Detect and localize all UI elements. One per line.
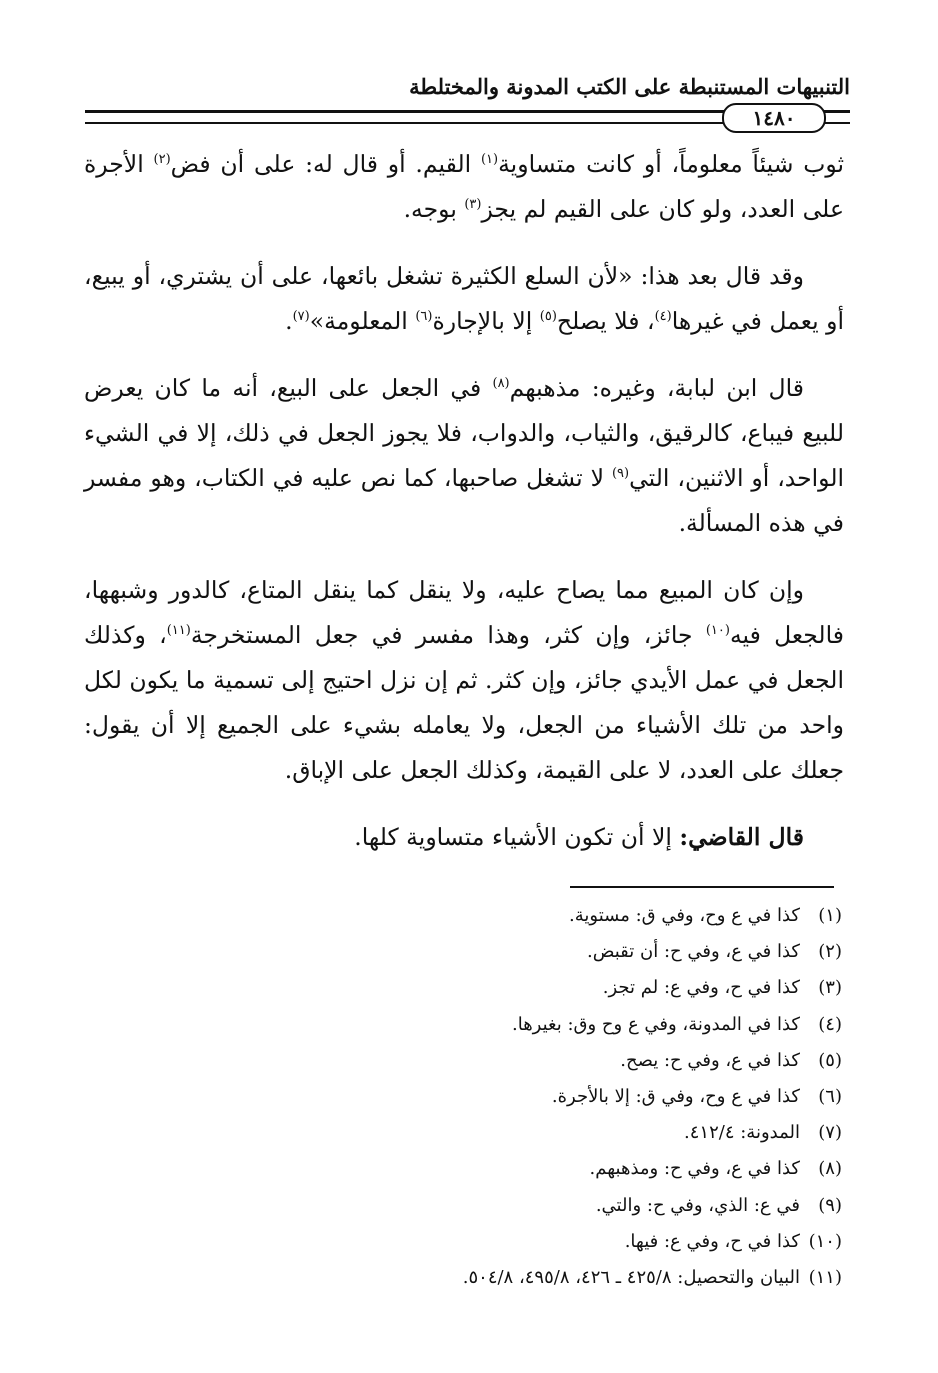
text-run: لا تشغل صاحبها، كما نص عليه في الكتاب، وهو مفسر في هذه المسألة.	[84, 464, 844, 537]
footnote-marker: (٤)	[654, 309, 672, 325]
text-run: وإن كان المبيع مما يصاح عليه، ولا ينقل كما ينقل المتاع، كالدور وشبهها، فالجعل فيه	[84, 576, 844, 649]
footnote-item	[102, 1260, 842, 1296]
footnote-item	[102, 1079, 842, 1115]
main-text	[84, 142, 844, 882]
footnote-item	[102, 1188, 842, 1224]
text-run: ، فلا يصلح	[556, 307, 655, 335]
footnote-item	[102, 970, 842, 1006]
footnote-marker: (١)	[480, 152, 499, 168]
footnote-text: كذا في ح، وفي ع: لم تجز.	[602, 977, 800, 999]
footnote-text: كذا في المدونة، وفي ع وح وق: بغيرها.	[511, 1013, 800, 1035]
footnote-marker: (٧)	[292, 309, 310, 325]
text-run: القيم. أو قال له: على أن فض	[170, 150, 481, 178]
footnote-item	[102, 1115, 842, 1151]
footnote-text: كذا في ع وح، وفي ق: مستوية.	[569, 905, 800, 926]
footnote-rule	[570, 886, 834, 888]
footnote-text: البيان والتحصيل: ٤٢٥/٨ ـ ٤٢٦، ٤٩٥/٨، ٥٠٤/٨.	[462, 1267, 800, 1289]
footnote-item	[102, 934, 842, 970]
footnote-text: المدونة: ٤١٢/٤.	[684, 1122, 800, 1144]
text-run: بوجه.	[403, 195, 465, 223]
text-run: .	[285, 307, 293, 335]
footnote-text: كذا في ع، وفي ح: ومذهبهم.	[589, 1158, 800, 1180]
footnote-number: (٥)	[818, 1049, 842, 1071]
footnote-number: (٧)	[818, 1122, 842, 1144]
footnote-number: (٦)	[818, 1086, 842, 1108]
footnote-marker: (١٠)	[705, 623, 730, 639]
footnote-number: (٤)	[818, 1013, 842, 1035]
text-run: ثوب شيئاً معلوماً، أو كانت متساوية	[498, 150, 844, 178]
text-run: في الجعل على البيع، أنه ما كان يعرض للبيع فيباع، كالرقيق، والثياب، والدواب، فلا يجوز الجعل في ذلك، إلا في الشيء الواحد، أو الاثنين، التي	[84, 374, 845, 492]
footnote-text: كذا في ح، وفي ع: فيها.	[624, 1230, 800, 1252]
paragraph-5-text: إلا أن تكون الأشياء متساوية كلها.	[354, 823, 680, 851]
footnote-text: كذا في ع، وفي ح: أن تقبض.	[586, 941, 800, 963]
footnote-item	[102, 1043, 842, 1079]
footnote-number: (١١)	[808, 1267, 842, 1289]
footnote-text: كذا في ع وح، وفي ق: إلا بالأجرة.	[551, 1086, 800, 1108]
footnote-item	[102, 1224, 842, 1260]
footnote-number: (١)	[818, 905, 842, 926]
footnote-marker: (٦)	[415, 309, 433, 325]
footnotes-list	[102, 898, 842, 1296]
paragraph-3	[84, 366, 844, 546]
footnote-number: (٨)	[818, 1158, 842, 1180]
footnote-marker: (٩)	[611, 466, 630, 482]
running-title: التنبيهات المستنبطة على الكتب المدونة والمختلطة	[409, 74, 850, 99]
footnote-marker: (٨)	[492, 376, 510, 392]
text-run: المعلومة»	[309, 307, 416, 335]
paragraph-1	[84, 142, 844, 232]
text-run: إلا بالإجارة	[432, 307, 540, 335]
paragraph-4	[84, 568, 844, 793]
footnote-number: (١٠)	[808, 1230, 842, 1252]
paragraph-5	[84, 815, 844, 860]
footnote-number: (٢)	[818, 941, 842, 963]
text-run: ، وكذلك الجعل في عمل الأيدي جائز، وإن كثر. ثم إن نزل احتيج إلى تسمية ما يكون لكل واحد من تلك الأشياء من الجعل، ولا يعامله بشيء على الجميع إلا أن يقول: جعلك على العدد، لا على القيمة، وكذلك الجعل على الإباق.	[84, 621, 844, 784]
footnote-marker: (١١)	[166, 623, 191, 639]
text-run: جائز، وإن كثر، وهذا مفسر في جعل المستخرجة	[190, 621, 706, 649]
footnote-item	[102, 898, 842, 934]
text-run: وقد قال بعد هذا: «لأن السلع الكثيرة تشغل بائعها، على أن يشتري، أو يبيع، أو يعمل في غيرها	[84, 262, 844, 335]
text-run: قال ابن لبابة، وغيره: مذهبهم	[509, 374, 805, 402]
footnote-item	[102, 1151, 842, 1187]
footnote-text: في ع: الذي، وفي ح: والتي.	[595, 1194, 800, 1216]
page-number: ١٤٨٠	[722, 103, 826, 133]
paragraph-2	[84, 254, 844, 344]
footnote-marker: (٣)	[464, 197, 482, 213]
footnote-marker: (٥)	[539, 309, 557, 325]
footnote-number: (٩)	[818, 1194, 842, 1216]
text-run: الأجرة على العدد، ولو كان على القيم لم يجز	[84, 150, 844, 223]
footnote-text: كذا في ع، وفي ح: يصح.	[620, 1049, 800, 1071]
footnote-item	[102, 1007, 842, 1043]
speaker-label: قال القاضي:	[679, 823, 804, 851]
footnote-marker: (٢)	[153, 152, 171, 168]
footnote-number: (٣)	[818, 977, 842, 999]
